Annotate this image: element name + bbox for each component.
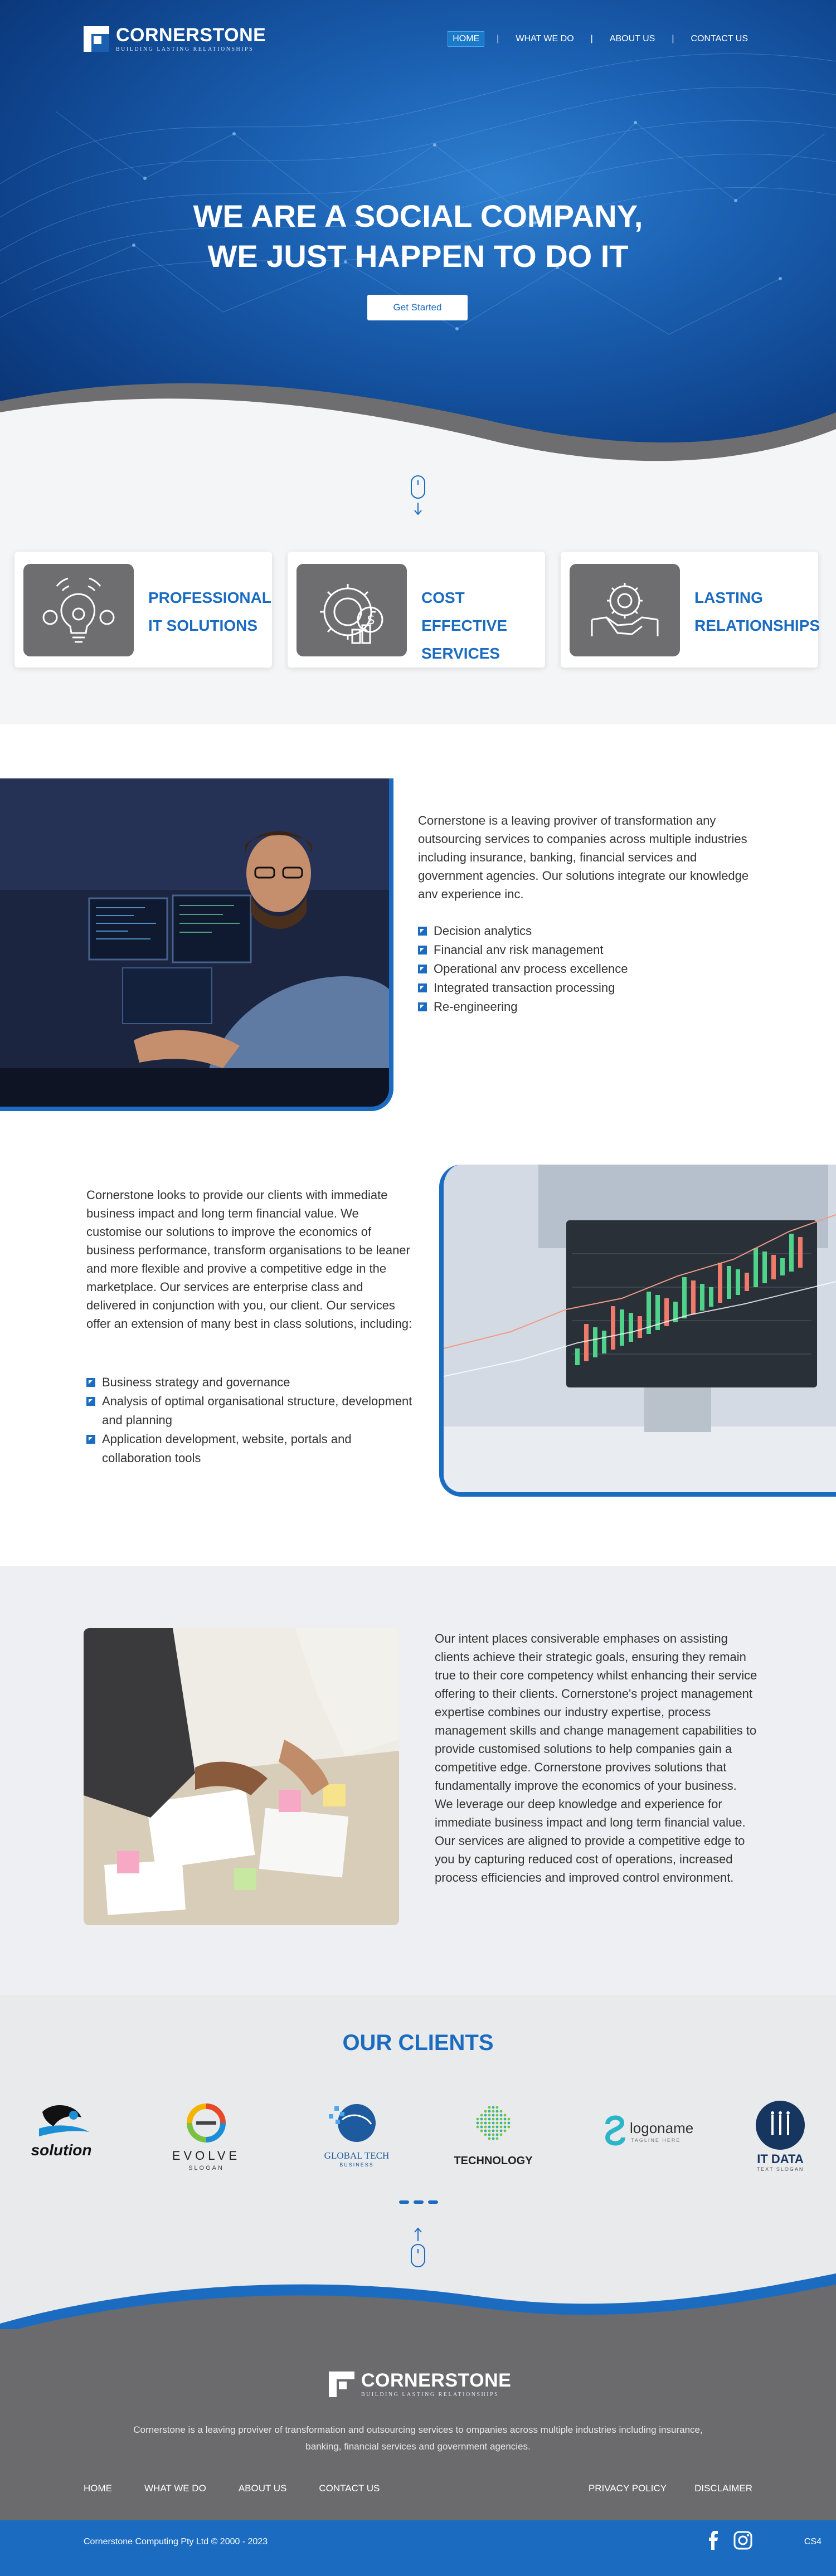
get-started-button[interactable]: Get Started (367, 295, 468, 320)
nav-contact-us[interactable]: CONTACT US (691, 34, 748, 43)
sphere-dot (496, 2134, 499, 2136)
footer-link-contact-us[interactable]: CONTACT US (319, 2483, 380, 2494)
sphere-dot (484, 2130, 487, 2132)
scroll-down-mouse-icon[interactable] (409, 475, 427, 517)
dot-sphere-icon (477, 2106, 511, 2140)
candle (593, 1327, 597, 1357)
brand-tagline: BUILDING LASTING RELATIONSHIPS (361, 2392, 499, 2398)
client-logo-it-data[interactable] (747, 2101, 814, 2179)
hero-section (0, 0, 836, 462)
sphere-dot (492, 2130, 495, 2132)
arrow-bullet-icon (86, 1435, 95, 1444)
client-name: GLOBAL TECH (324, 2150, 390, 2161)
section1-bullet-list (418, 922, 752, 1016)
sphere-dot (488, 2118, 491, 2121)
sphere-dot (488, 2137, 491, 2140)
nav-what-we-do[interactable]: WHAT WE DO (516, 34, 574, 43)
hero-title (0, 196, 836, 276)
sphere-dot (488, 2106, 491, 2109)
sphere-dot (508, 2126, 511, 2129)
candle (780, 1258, 785, 1275)
sphere-dot (477, 2118, 479, 2121)
footer-link-privacy-policy[interactable]: PRIVACY POLICY (588, 2483, 667, 2494)
client-logo-solution[interactable] (22, 2101, 100, 2179)
sphere-dot (500, 2118, 503, 2121)
client-name: IT DATA (757, 2152, 804, 2166)
nav-home[interactable]: HOME (448, 31, 484, 47)
sphere-dot (484, 2122, 487, 2125)
cornerstone-logo-icon (329, 2372, 354, 2397)
list-item (418, 941, 752, 960)
sphere-dot (484, 2134, 487, 2136)
list-item (418, 978, 752, 997)
sphere-dot (484, 2110, 487, 2113)
footer-wave (0, 2262, 836, 2335)
feature-label-line2: IT SOLUTIONS (148, 617, 257, 634)
client-name: EVOLVE (172, 2149, 241, 2163)
sphere-dot (484, 2114, 487, 2117)
feature-label (421, 584, 544, 668)
candle (789, 1234, 794, 1272)
section2-bullet-list (86, 1373, 415, 1468)
candle (700, 1284, 704, 1311)
sphere-dot (496, 2122, 499, 2125)
sphere-dot (492, 2110, 495, 2113)
feature-label-line2: RELATIONSHIPS (694, 617, 820, 634)
clients-title: OUR CLIENTS (342, 2030, 494, 2055)
section2-paragraph: Cornerstone looks to provide our clients with immediate business impact and long term financial value. We customise our solutions to improve the economics of business performance, transform organisations to be leaner and more flexible and provive a competitive edge in the marketplace. Our services are enterprise class and delivered in conjunction with you, our client. Our services offer an extension of many best in class solutions, including: (86, 1188, 412, 1331)
svg-text:$: $ (367, 612, 376, 627)
carousel-dot-active[interactable] (414, 2200, 424, 2204)
client-logo-global-tech[interactable] (312, 2101, 401, 2179)
developer-at-computers-image (0, 778, 393, 1111)
arrow-bullet-icon (418, 1002, 427, 1011)
client-name: solution (31, 2141, 92, 2159)
sphere-dot (492, 2137, 495, 2140)
client-logo-technology[interactable] (446, 2101, 541, 2179)
hero-title-line2: WE JUST HAPPEN TO DO IT (207, 238, 629, 274)
brand-name: CORNERSTONE (116, 25, 266, 46)
arrow-bullet-icon (418, 927, 427, 936)
sphere-dot (480, 2114, 483, 2117)
sphere-dot (504, 2126, 507, 2129)
candle (691, 1280, 696, 1314)
sphere-dot (477, 2122, 479, 2125)
arrow-bullet-icon (418, 983, 427, 992)
sphere-dot (496, 2114, 499, 2117)
version-label: CS4 (804, 2537, 822, 2546)
sphere-dot (504, 2122, 507, 2125)
sphere-dot (488, 2122, 491, 2125)
client-sub: SLOGAN (188, 2165, 224, 2171)
hero-title-line1: WE ARE A SOCIAL COMPANY, (193, 198, 643, 233)
candle (629, 1313, 633, 1342)
nav-separator: | (497, 34, 499, 43)
candle (798, 1237, 803, 1268)
sphere-dot (500, 2114, 503, 2117)
footer-description: Cornerstone is a leaving proviver of transformation and outsourcing services to ompanies across multiple industries including insurance, banking, financial services and government agencies. (133, 2424, 703, 2452)
candle (745, 1273, 749, 1291)
list-item-text: Business strategy and governance (102, 1375, 290, 1389)
list-item-text: Operational anv process excellence (434, 962, 628, 976)
sphere-dot (496, 2118, 499, 2121)
feature-label (694, 584, 820, 640)
sphere-dot (480, 2130, 483, 2132)
sphere-dot (496, 2110, 499, 2113)
sphere-dot (484, 2118, 487, 2121)
candle (620, 1309, 624, 1346)
feature-card-it-solutions[interactable] (14, 552, 272, 668)
list-item (86, 1373, 415, 1392)
carousel-indicator[interactable] (399, 2199, 438, 2205)
gear-coin-icon (297, 564, 407, 656)
list-item-text: Re-engineering (434, 1000, 518, 1014)
main-nav (448, 31, 752, 47)
feature-label (148, 584, 271, 640)
nav-separator: | (672, 34, 674, 43)
candle (709, 1287, 713, 1307)
footer-link-what-we-do[interactable]: WHAT WE DO (144, 2483, 206, 2494)
sphere-dot (480, 2118, 483, 2121)
sphere-dot (488, 2114, 491, 2117)
candle (727, 1266, 731, 1299)
client-logo-evolve[interactable] (162, 2101, 251, 2179)
client-name: TECHNOLOGY (454, 2155, 533, 2167)
arrow-bullet-icon (418, 946, 427, 955)
section3-paragraph: Our intent places consiverable emphases on assisting clients achieve their strategic goals, ensuring they remain true to their core competency whilst enhancing their service offering to their clients. Cornerstone's project management expertise combines our industry expertise, process management skills and change management capabilities to provide customised solutions to help companies gain a competitive edge. Cornerstone provives solutions that fundamentally improve the economics of your business. We leverage our deep knowledge and experience for immediate business impact and long term financial value. Our services are aligned to provide a competitive edge to you by capturing reduced cost of operations, increased process efficiencies and improved control environment. (435, 1632, 757, 1884)
nav-separator: | (590, 34, 593, 43)
candle (611, 1306, 615, 1350)
sphere-dot (492, 2122, 495, 2125)
brand-name: CORNERSTONE (361, 2370, 512, 2391)
sphere-dot (508, 2122, 511, 2125)
sphere-dot (504, 2118, 507, 2121)
candle (718, 1263, 722, 1303)
client-sub: TEXT SLOGAN (756, 2166, 804, 2172)
sphere-dot (504, 2130, 507, 2132)
footer-link-disclaimer[interactable]: DISCLAIMER (694, 2483, 752, 2494)
handshake-gear-icon (570, 564, 680, 656)
instagram-icon[interactable] (733, 2531, 752, 2550)
carousel-dot[interactable] (399, 2200, 409, 2204)
candle (638, 1316, 642, 1338)
candle (584, 1324, 589, 1361)
footer-nav (84, 2483, 412, 2494)
facebook-icon[interactable] (709, 2531, 719, 2550)
sphere-dot (496, 2126, 499, 2129)
footer-logo[interactable] (329, 2371, 511, 2398)
sphere-dot (504, 2114, 507, 2117)
list-item-text: Application development, website, portals and collaboration tools (102, 1432, 352, 1465)
feature-label-line1: PROFESSIONAL (148, 589, 271, 606)
sphere-dot (488, 2134, 491, 2136)
sphere-dot (500, 2110, 503, 2113)
candle (736, 1269, 740, 1295)
sphere-dot (500, 2134, 503, 2136)
sphere-dot (477, 2126, 479, 2129)
sphere-dot (492, 2118, 495, 2121)
footer-legal-nav (561, 2483, 752, 2494)
candle (762, 1252, 767, 1283)
sphere-dot (492, 2114, 495, 2117)
list-item (418, 997, 752, 1016)
sphere-dot (496, 2130, 499, 2132)
feature-card-cost-effective[interactable] (288, 552, 545, 668)
feature-label-line2: SERVICES (421, 645, 500, 662)
lightbulb-gears-icon (23, 564, 134, 656)
arrow-bullet-icon (418, 965, 427, 973)
sphere-dot (496, 2106, 499, 2109)
sphere-dot (488, 2130, 491, 2132)
footer-link-home[interactable]: HOME (84, 2483, 112, 2494)
list-item (86, 1392, 415, 1430)
sphere-dot (488, 2126, 491, 2129)
carousel-dot[interactable] (428, 2200, 438, 2204)
list-item (86, 1430, 415, 1468)
client-logo-logoname[interactable] (591, 2101, 702, 2179)
feature-label-line1: LASTING (694, 589, 763, 606)
sphere-dot (480, 2126, 483, 2129)
feature-label-line1: COST EFFECTIVE (421, 589, 508, 634)
brand-tagline: BUILDING LASTING RELATIONSHIPS (116, 46, 254, 52)
sphere-dot (484, 2126, 487, 2129)
list-item-text: Integrated transaction processing (434, 981, 615, 995)
sphere-dot (500, 2130, 503, 2132)
sphere-dot (496, 2137, 499, 2140)
sphere-dot (508, 2118, 511, 2121)
list-item (418, 922, 752, 941)
sphere-dot (500, 2122, 503, 2125)
sphere-dot (500, 2126, 503, 2129)
client-sub: TAGLINE HERE (631, 2137, 681, 2143)
list-item-text: Financial anv risk management (434, 943, 604, 957)
nav-about-us[interactable]: ABOUT US (609, 34, 655, 43)
copyright-text: Cornerstone Computing Pty Ltd © 2000 - 2023 (84, 2537, 268, 2546)
footer-link-about-us[interactable]: ABOUT US (238, 2483, 287, 2494)
client-name: logoname (630, 2120, 694, 2136)
candle (754, 1248, 758, 1287)
candle (575, 1348, 580, 1365)
arrow-bullet-icon (86, 1378, 95, 1387)
stock-chart-monitor-image (439, 1165, 836, 1497)
sphere-dot (492, 2126, 495, 2129)
list-item (418, 960, 752, 978)
feature-card-relationships[interactable] (561, 552, 818, 668)
sphere-dot (492, 2106, 495, 2109)
candle (771, 1255, 776, 1279)
brand-logo[interactable] (84, 26, 266, 52)
section1-paragraph: Cornerstone is a leaving proviver of transformation any outsourcing services to companies across multiple industries including insurance, banking, financial services and government agencies. Our solutions integrate our knowledge anv experience inc. (418, 814, 749, 901)
candle (602, 1331, 606, 1353)
team-planning-image (84, 1628, 399, 1925)
sphere-dot (488, 2110, 491, 2113)
list-item-text: Decision analytics (434, 924, 532, 938)
candle (682, 1277, 687, 1318)
client-sub: BUSINESS (339, 2162, 374, 2168)
sphere-dot (480, 2122, 483, 2125)
cornerstone-logo-icon (84, 26, 109, 52)
list-item-text: Analysis of optimal organisational structure, development and planning (102, 1394, 412, 1427)
arrow-bullet-icon (86, 1397, 95, 1406)
sphere-dot (492, 2134, 495, 2136)
